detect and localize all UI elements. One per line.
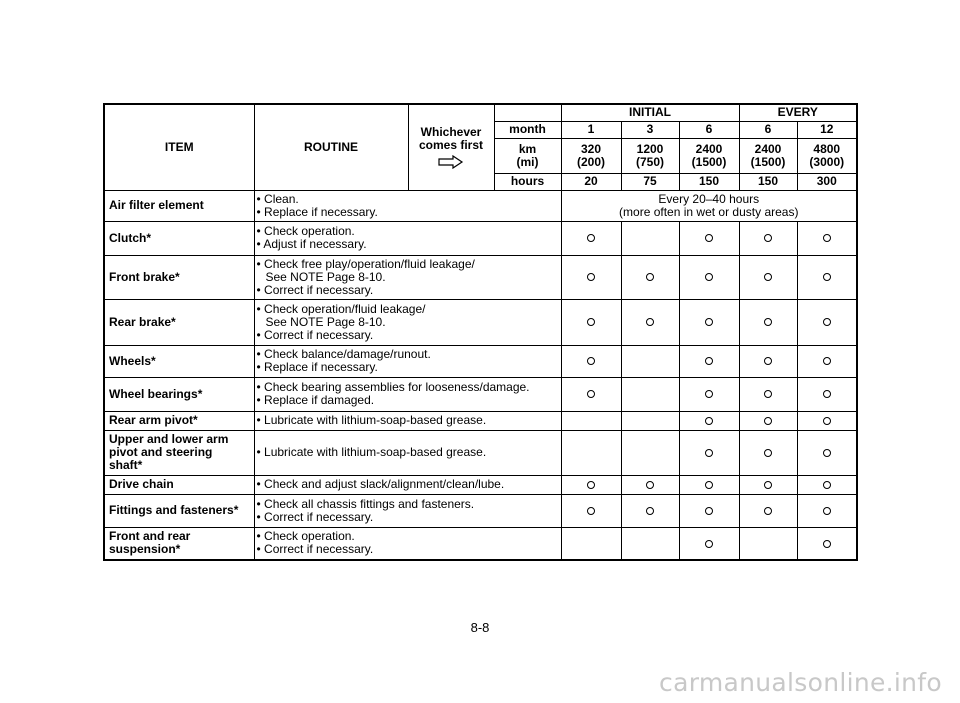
interval-mark-cell bbox=[797, 221, 857, 255]
circle-mark-icon bbox=[705, 417, 713, 425]
circle-mark-icon bbox=[823, 507, 831, 515]
interval-mark-cell bbox=[621, 221, 679, 255]
interval-mark-cell bbox=[739, 494, 797, 527]
routine-line: • Correct if necessary. bbox=[256, 282, 374, 297]
km-mi-value bbox=[739, 138, 797, 173]
routine-cell bbox=[254, 411, 561, 430]
circle-mark-icon bbox=[705, 449, 713, 457]
routine-line: • Check and adjust slack/alignment/clean/lube. bbox=[256, 477, 505, 491]
km-mi-value bbox=[561, 138, 621, 173]
routine-cell bbox=[254, 475, 561, 494]
interval-mark-cell bbox=[679, 494, 739, 527]
circle-mark-icon bbox=[587, 390, 595, 398]
item-name-line: Upper and lower arm bbox=[109, 432, 229, 446]
item-name-line: pivot and steering bbox=[109, 445, 213, 459]
interval-note-line: (more often in wet or dusty areas) bbox=[619, 204, 799, 219]
interval-mark-cell bbox=[679, 255, 739, 299]
circle-mark-icon bbox=[823, 481, 831, 489]
circle-mark-icon bbox=[705, 273, 713, 281]
routine-cell bbox=[254, 299, 561, 345]
interval-mark-cell bbox=[797, 299, 857, 345]
interval-mark-cell bbox=[797, 345, 857, 377]
routine-line: • Lubricate with lithium-soap-based grease. bbox=[256, 413, 487, 427]
circle-mark-icon bbox=[646, 273, 654, 281]
km-value-text: 320 bbox=[580, 141, 602, 156]
circle-mark-icon bbox=[823, 273, 831, 281]
item-name-line: suspension* bbox=[109, 542, 181, 557]
circle-mark-icon bbox=[823, 540, 831, 548]
km-unit-text: km bbox=[518, 141, 537, 156]
month-unit-label: month bbox=[494, 121, 561, 138]
routine-line: • Adjust if necessary. bbox=[256, 237, 367, 251]
interval-mark-cell bbox=[739, 255, 797, 299]
month-value: 12 bbox=[797, 121, 857, 138]
circle-mark-icon bbox=[705, 481, 713, 489]
circle-mark-icon bbox=[705, 540, 713, 548]
interval-mark-cell bbox=[621, 430, 679, 475]
interval-mark-cell bbox=[797, 494, 857, 527]
table-row bbox=[104, 190, 857, 221]
item-name-line: Rear brake* bbox=[109, 314, 176, 329]
circle-mark-icon bbox=[705, 390, 713, 398]
item-cell bbox=[104, 377, 254, 411]
interval-mark-cell bbox=[739, 377, 797, 411]
circle-mark-icon bbox=[823, 390, 831, 398]
whichever-comes-first-header bbox=[408, 104, 494, 190]
table-row bbox=[104, 527, 857, 560]
interval-mark-cell bbox=[797, 411, 857, 430]
item-name-line: Drive chain bbox=[109, 477, 174, 491]
interval-mark-cell bbox=[739, 527, 797, 560]
interval-header-blank bbox=[494, 104, 561, 121]
interval-mark-cell bbox=[561, 475, 621, 494]
maintenance-schedule-table bbox=[103, 103, 858, 561]
routine-cell bbox=[254, 377, 561, 411]
interval-mark-cell bbox=[621, 494, 679, 527]
table-row bbox=[104, 299, 857, 345]
interval-mark-cell bbox=[621, 345, 679, 377]
circle-mark-icon bbox=[646, 481, 654, 489]
watermark: carmanualsonline.info bbox=[659, 668, 942, 697]
item-name-line: Rear arm pivot* bbox=[109, 413, 198, 427]
routine-line: • Check free play/operation/fluid leakage/ bbox=[256, 256, 475, 271]
hours-unit-label: hours bbox=[494, 173, 561, 190]
routine-line: • Correct if necessary. bbox=[256, 509, 374, 524]
interval-mark-cell bbox=[621, 475, 679, 494]
hours-value: 150 bbox=[679, 173, 739, 190]
interval-mark-cell bbox=[739, 411, 797, 430]
interval-mark-cell bbox=[561, 221, 621, 255]
mi-unit-text: (mi) bbox=[516, 154, 539, 169]
circle-mark-icon bbox=[764, 449, 772, 457]
routine-line: • Replace if damaged. bbox=[256, 393, 375, 407]
routine-line: • Lubricate with lithium-soap-based grease. bbox=[256, 445, 487, 459]
table-row bbox=[104, 494, 857, 527]
item-name-line: shaft* bbox=[109, 458, 143, 472]
routine-line: • Replace if necessary. bbox=[256, 204, 378, 219]
hours-value: 150 bbox=[739, 173, 797, 190]
interval-mark-cell bbox=[621, 299, 679, 345]
interval-mark-cell bbox=[679, 221, 739, 255]
circle-mark-icon bbox=[587, 357, 595, 365]
item-cell bbox=[104, 345, 254, 377]
routine-line: • Correct if necessary. bbox=[256, 327, 374, 342]
interval-mark-cell bbox=[739, 345, 797, 377]
mi-value-text: (750) bbox=[635, 154, 664, 169]
interval-mark-cell bbox=[739, 299, 797, 345]
item-name-line: Fittings and fasteners* bbox=[109, 503, 239, 517]
interval-mark-cell bbox=[739, 430, 797, 475]
km-value-text: 4800 bbox=[813, 141, 841, 156]
routine-line: • Correct if necessary. bbox=[256, 542, 374, 557]
routine-column-header: ROUTINE bbox=[254, 104, 408, 190]
routine-line: • Check operation/fluid leakage/ bbox=[256, 301, 426, 316]
initial-header: INITIAL bbox=[561, 104, 739, 121]
routine-cell bbox=[254, 430, 561, 475]
circle-mark-icon bbox=[587, 318, 595, 326]
routine-cell bbox=[254, 221, 561, 255]
table-row bbox=[104, 475, 857, 494]
circle-mark-icon bbox=[587, 481, 595, 489]
km-value-text: 2400 bbox=[754, 141, 782, 156]
interval-mark-cell bbox=[561, 345, 621, 377]
routine-cell bbox=[254, 494, 561, 527]
hollow-right-arrow-icon bbox=[438, 155, 464, 169]
table-row bbox=[104, 377, 857, 411]
interval-mark-cell bbox=[739, 475, 797, 494]
interval-mark-cell bbox=[621, 527, 679, 560]
item-cell bbox=[104, 255, 254, 299]
interval-mark-cell bbox=[561, 255, 621, 299]
hours-value: 300 bbox=[797, 173, 857, 190]
page-number: 8-8 bbox=[470, 620, 490, 635]
km-value-text: 2400 bbox=[695, 141, 723, 156]
routine-line: • Check operation. bbox=[256, 224, 355, 238]
routine-cell bbox=[254, 345, 561, 377]
circle-mark-icon bbox=[764, 390, 772, 398]
header-row-interval-type bbox=[104, 104, 857, 121]
routine-cell bbox=[254, 255, 561, 299]
interval-mark-cell bbox=[561, 299, 621, 345]
circle-mark-icon bbox=[823, 417, 831, 425]
item-name-line: Front brake* bbox=[109, 269, 180, 284]
routine-cell bbox=[254, 527, 561, 560]
table-row bbox=[104, 430, 857, 475]
interval-mark-cell bbox=[679, 430, 739, 475]
routine-cell bbox=[254, 190, 561, 221]
interval-mark-cell bbox=[679, 299, 739, 345]
circle-mark-icon bbox=[764, 357, 772, 365]
interval-note-cell bbox=[561, 190, 857, 221]
km-mi-unit-label bbox=[494, 138, 561, 173]
km-mi-value bbox=[621, 138, 679, 173]
interval-mark-cell bbox=[797, 430, 857, 475]
circle-mark-icon bbox=[646, 507, 654, 515]
item-name-line: Air filter element bbox=[109, 198, 204, 212]
km-mi-value bbox=[679, 138, 739, 173]
item-cell bbox=[104, 475, 254, 494]
routine-line: • Check balance/damage/runout. bbox=[256, 347, 431, 361]
table-row bbox=[104, 221, 857, 255]
interval-mark-cell bbox=[621, 255, 679, 299]
whichever-line-1: Whichever bbox=[420, 124, 482, 139]
mi-value-text: (200) bbox=[576, 154, 605, 169]
item-cell bbox=[104, 494, 254, 527]
month-value: 3 bbox=[621, 121, 679, 138]
interval-mark-cell bbox=[797, 527, 857, 560]
mi-value-text: (3000) bbox=[809, 154, 845, 169]
item-cell bbox=[104, 411, 254, 430]
routine-line: • Check operation. bbox=[256, 529, 355, 544]
circle-mark-icon bbox=[764, 234, 772, 242]
routine-line: • Clean. bbox=[256, 191, 299, 206]
circle-mark-icon bbox=[764, 318, 772, 326]
item-cell bbox=[104, 527, 254, 560]
item-cell bbox=[104, 190, 254, 221]
item-name-line: Wheels* bbox=[109, 353, 156, 368]
circle-mark-icon bbox=[587, 507, 595, 515]
mi-value-text: (1500) bbox=[691, 154, 727, 169]
interval-mark-cell bbox=[679, 411, 739, 430]
interval-mark-cell bbox=[797, 255, 857, 299]
interval-mark-cell bbox=[679, 475, 739, 494]
interval-mark-cell bbox=[621, 411, 679, 430]
circle-mark-icon bbox=[764, 417, 772, 425]
table-row bbox=[104, 255, 857, 299]
table-row bbox=[104, 345, 857, 377]
item-cell bbox=[104, 221, 254, 255]
circle-mark-icon bbox=[823, 449, 831, 457]
circle-mark-icon bbox=[823, 234, 831, 242]
hours-value: 75 bbox=[621, 173, 679, 190]
item-cell bbox=[104, 299, 254, 345]
routine-line: • Replace if necessary. bbox=[256, 360, 378, 374]
circle-mark-icon bbox=[705, 318, 713, 326]
hours-value: 20 bbox=[561, 173, 621, 190]
circle-mark-icon bbox=[823, 357, 831, 365]
month-value: 6 bbox=[739, 121, 797, 138]
interval-mark-cell bbox=[797, 475, 857, 494]
item-name-line: Wheel bearings* bbox=[109, 386, 203, 401]
circle-mark-icon bbox=[705, 507, 713, 515]
circle-mark-icon bbox=[705, 234, 713, 242]
circle-mark-icon bbox=[764, 507, 772, 515]
table-row bbox=[104, 411, 857, 430]
item-name-line: Clutch* bbox=[109, 230, 151, 245]
interval-mark-cell bbox=[679, 345, 739, 377]
circle-mark-icon bbox=[587, 273, 595, 281]
circle-mark-icon bbox=[587, 234, 595, 242]
km-value-text: 1200 bbox=[636, 141, 664, 156]
circle-mark-icon bbox=[764, 273, 772, 281]
month-value: 1 bbox=[561, 121, 621, 138]
interval-mark-cell bbox=[561, 494, 621, 527]
circle-mark-icon bbox=[646, 318, 654, 326]
routine-line: • Check bearing assemblies for looseness/damage. bbox=[256, 380, 530, 394]
interval-mark-cell bbox=[561, 430, 621, 475]
interval-mark-cell bbox=[561, 411, 621, 430]
interval-mark-cell bbox=[561, 527, 621, 560]
km-mi-value bbox=[797, 138, 857, 173]
interval-mark-cell bbox=[621, 377, 679, 411]
mi-value-text: (1500) bbox=[750, 154, 786, 169]
interval-note-line: Every 20–40 hours bbox=[658, 191, 760, 206]
interval-mark-cell bbox=[679, 527, 739, 560]
interval-mark-cell bbox=[679, 377, 739, 411]
every-header: EVERY bbox=[739, 104, 857, 121]
routine-line: • Check all chassis fittings and fasteners. bbox=[256, 496, 475, 511]
routine-line: See NOTE Page 8-10. bbox=[265, 269, 386, 284]
circle-mark-icon bbox=[705, 357, 713, 365]
interval-mark-cell bbox=[797, 377, 857, 411]
item-cell bbox=[104, 430, 254, 475]
interval-mark-cell bbox=[739, 221, 797, 255]
interval-mark-cell bbox=[561, 377, 621, 411]
whichever-line-2: comes first bbox=[418, 137, 484, 152]
item-column-header: ITEM bbox=[104, 104, 254, 190]
routine-line: See NOTE Page 8-10. bbox=[265, 314, 386, 329]
circle-mark-icon bbox=[823, 318, 831, 326]
month-value: 6 bbox=[679, 121, 739, 138]
item-name-line: Front and rear bbox=[109, 529, 191, 544]
circle-mark-icon bbox=[764, 481, 772, 489]
